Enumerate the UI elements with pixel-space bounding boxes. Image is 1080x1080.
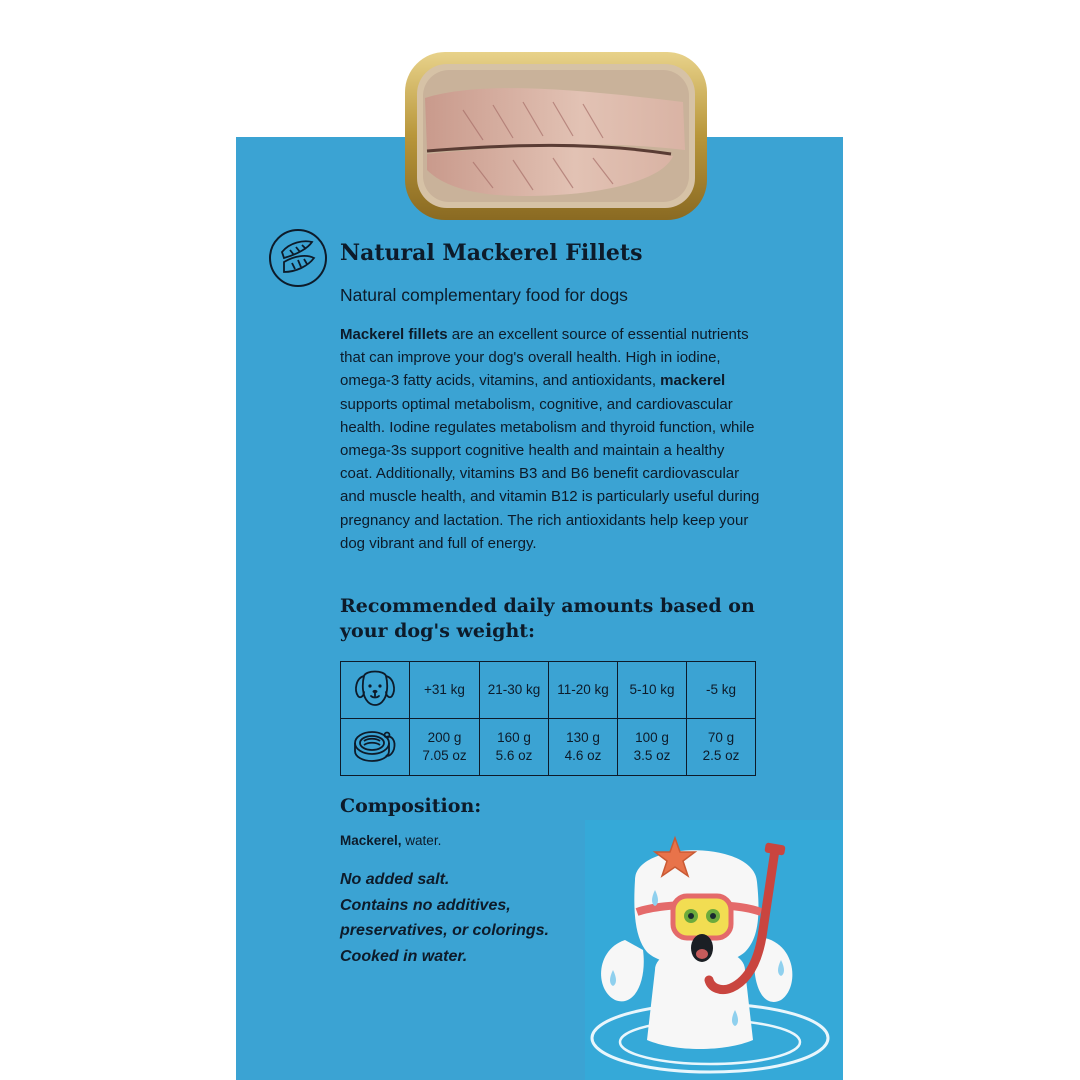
note-line: preservatives, or colorings. [340,922,549,940]
weight-cell: +31 kg [410,662,480,719]
description-bold-1: Mackerel fillets [340,326,448,343]
fish-fillet-icon [268,228,328,288]
ounces-value: 7.05 oz [422,748,467,763]
recommended-heading: Recommended daily amounts based on your dog's weight: [340,595,755,642]
weight-cell: -5 kg [687,662,756,719]
composition-heading: Composition: [340,795,482,817]
amount-cell [618,719,687,776]
product-notes [340,867,549,970]
note-line: Contains no additives, [340,896,511,914]
open-fish-can [403,50,709,222]
note-line: Cooked in water. [340,948,468,966]
amount-cell [687,719,756,776]
description-text-1: are an excellent source of essential nutrients that can improve your dog's overall health. High in iodine, omega-3 fatty acids, vitamins, and antioxidants, [340,326,749,390]
description-text-2: supports optimal metabolism, cognitive, and cardiovascular health. Iodine regulates metabolism and thyroid function, while omega-3s support cognitive health and maintain a healthy coat. Additionally, vitamins B3 and B6 benefit cardiovascular and muscle health, and vitamin B12 is particularly useful during pregnancy and lactation. The rich antioxidants help keep your dog vibrant and full of energy. [340,395,760,552]
grams-value: 160 g [497,730,531,745]
ounces-value: 2.5 oz [702,748,740,763]
note-line: No added salt. [340,871,450,888]
daily-amounts-table [340,661,756,776]
dog-face-icon [352,666,398,710]
product-subtitle: Natural complementary food for dogs [340,285,628,305]
amount-row [341,719,756,776]
ingredient-bold: Mackerel, [340,833,402,848]
grams-value: 130 g [566,730,600,745]
ounces-value: 5.6 oz [495,748,533,763]
weight-icon-cell [341,662,410,719]
amount-cell [549,719,618,776]
ounces-value: 4.6 oz [564,748,602,763]
fish-can-icon [350,723,400,767]
ingredient-rest: water. [401,833,442,848]
weight-row [341,662,756,719]
product-title: Natural Mackerel Fillets [340,240,643,266]
description-bold-2: mackerel [660,372,726,390]
weight-cell: 11-20 kg [549,662,618,719]
snorkeling-dog-illustration [585,820,843,1080]
grams-value: 70 g [707,730,735,745]
ounces-value: 3.5 oz [633,748,671,763]
amount-icon-cell [341,719,410,776]
composition-text [340,833,441,848]
weight-cell: 5-10 kg [618,662,687,719]
grams-value: 200 g [427,730,462,745]
product-description [340,323,760,555]
amount-cell [410,719,480,776]
amount-cell [480,719,549,776]
grams-value: 100 g [635,730,669,745]
weight-cell: 21-30 kg [480,662,549,719]
